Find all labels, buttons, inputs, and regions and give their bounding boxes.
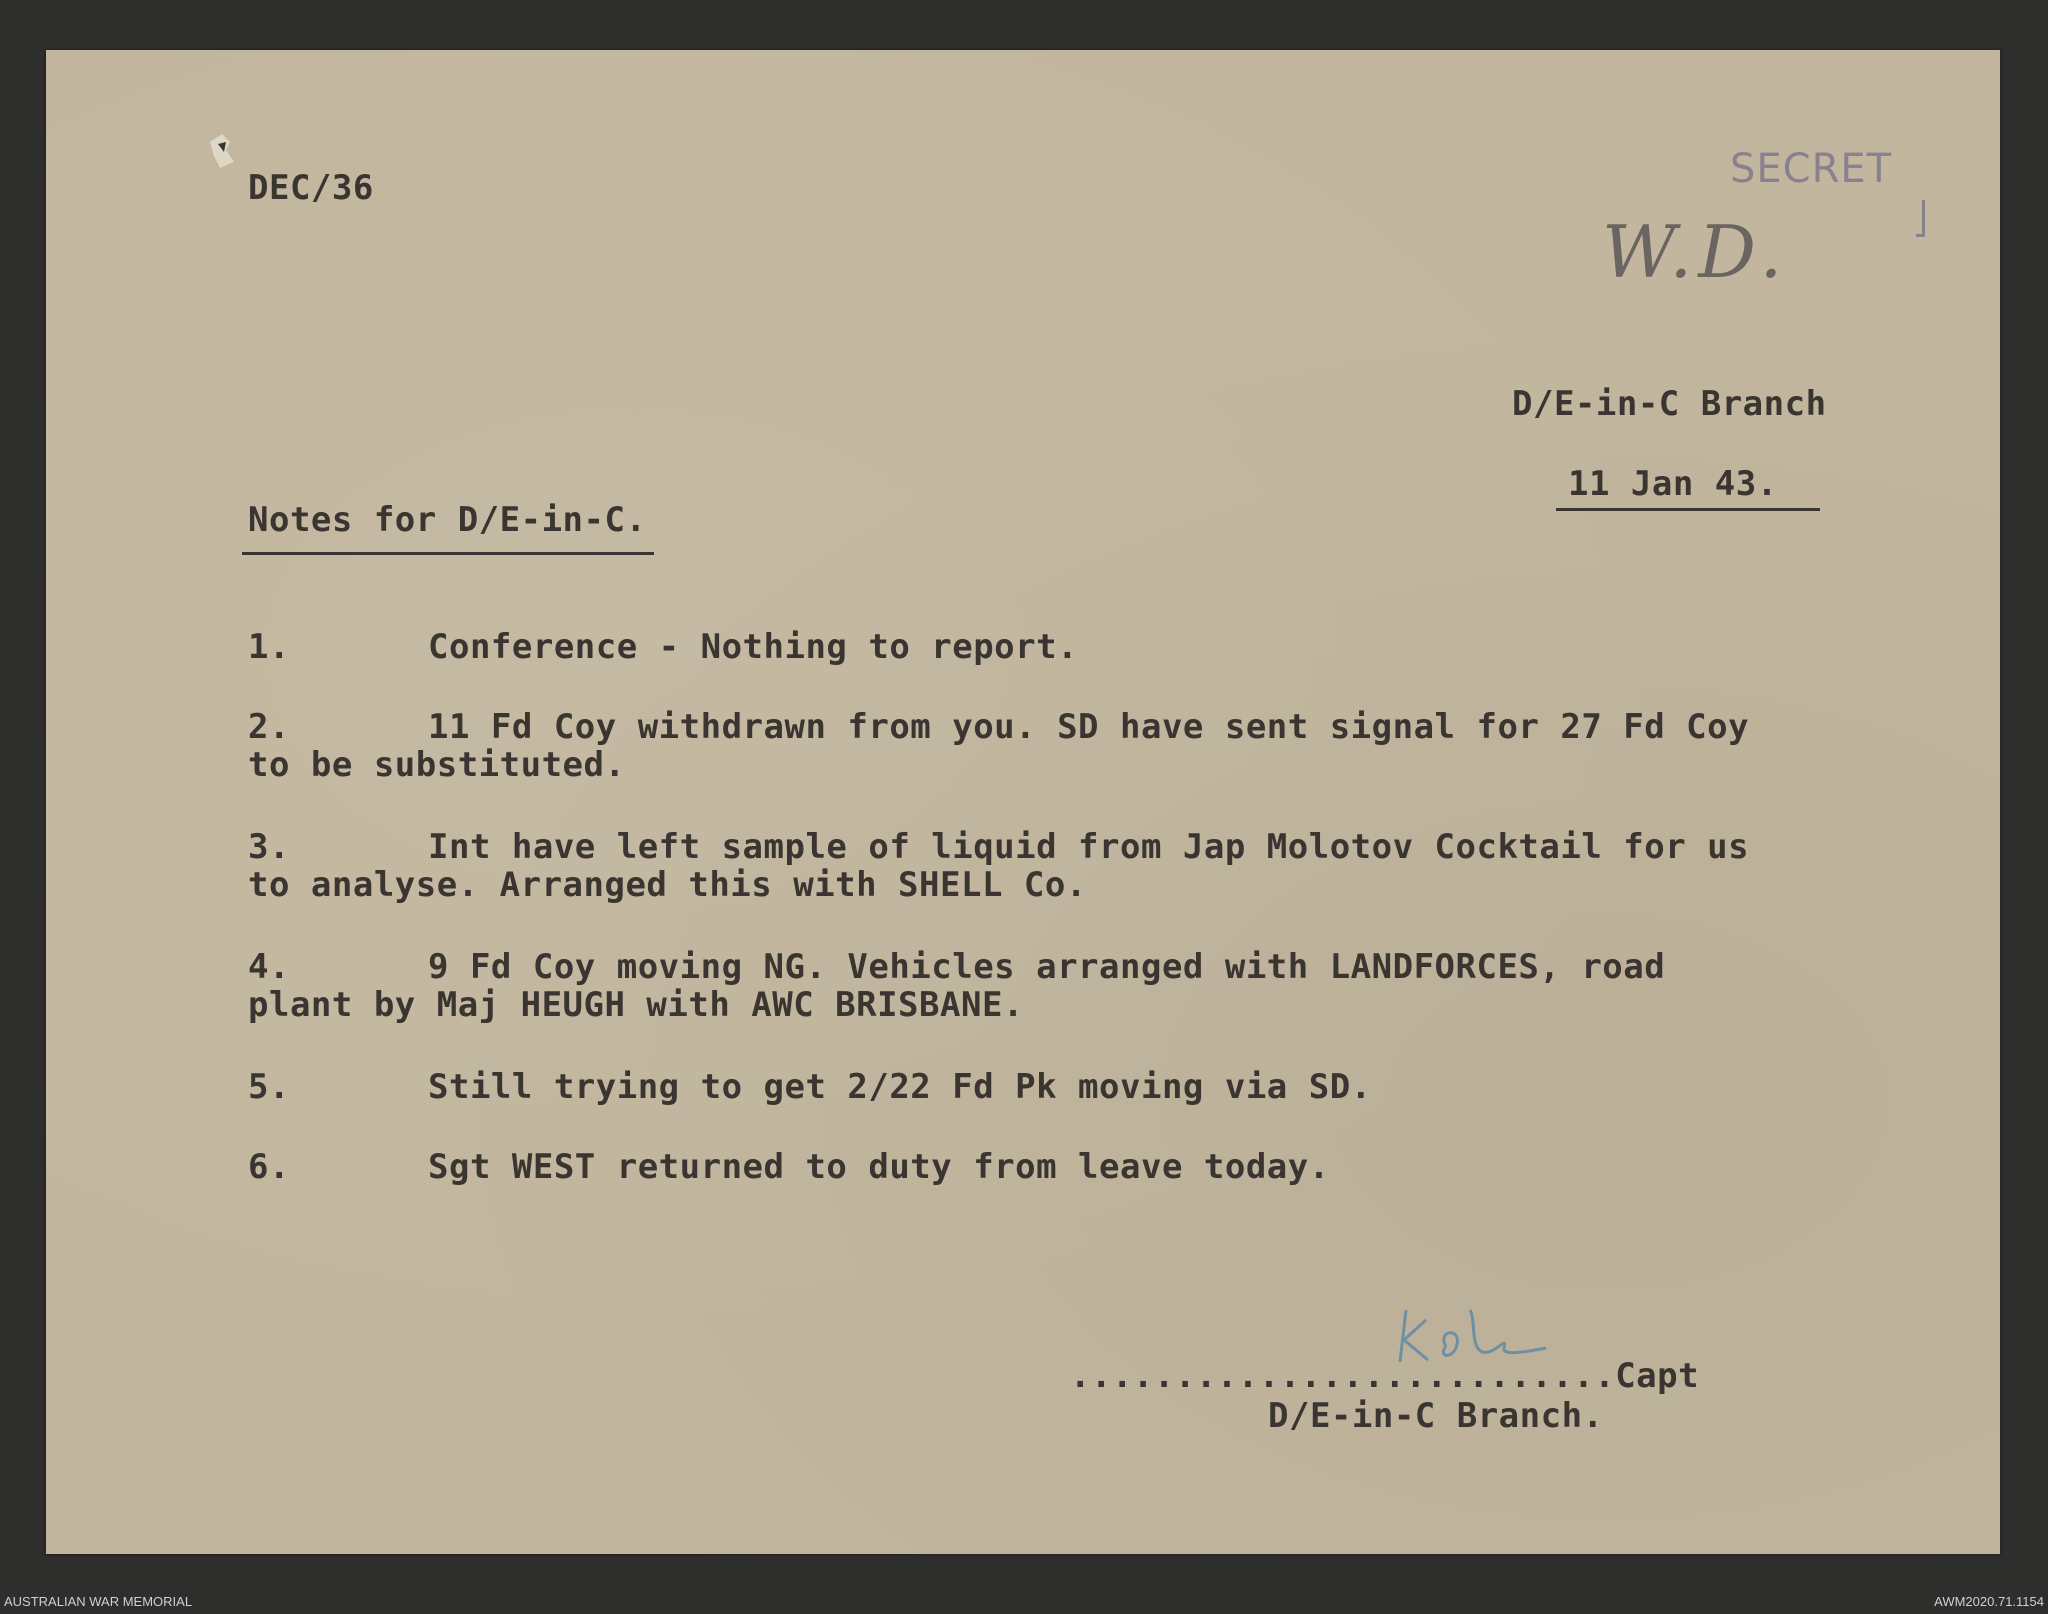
note-item-5 bbox=[248, 1068, 1808, 1106]
note-text-continued: to analyse. Arranged this with SHELL Co. bbox=[248, 865, 1087, 905]
signature-branch: D/E-in-C Branch. bbox=[1268, 1396, 1604, 1436]
note-number: 5. bbox=[248, 1067, 290, 1107]
document-heading: Notes for D/E-in-C. bbox=[248, 500, 647, 540]
branch-header: D/E-in-C Branch bbox=[1512, 384, 1827, 424]
note-item-3 bbox=[248, 828, 1808, 904]
signature-line: ..........................Capt bbox=[1070, 1356, 1700, 1396]
note-item-1 bbox=[248, 628, 1808, 666]
punch-hole-mark bbox=[200, 122, 250, 182]
note-number: 1. bbox=[248, 627, 290, 667]
note-number: 2. bbox=[248, 707, 290, 747]
handwritten-wd: W.D. bbox=[1602, 210, 1789, 294]
note-text-continued: plant by Maj HEUGH with AWC BRISBANE. bbox=[248, 985, 1024, 1025]
note-number: 3. bbox=[248, 827, 290, 867]
note-item-6 bbox=[248, 1148, 1808, 1186]
document-date: 11 Jan 43. bbox=[1568, 464, 1778, 504]
document-reference: DEC/36 bbox=[248, 168, 374, 208]
note-text-continued: to be substituted. bbox=[248, 745, 626, 785]
note-text: Sgt WEST returned to duty from leave today. bbox=[428, 1147, 1330, 1187]
document-sheet bbox=[46, 50, 2000, 1554]
archive-caption-left: AUSTRALIAN WAR MEMORIAL bbox=[4, 1594, 193, 1609]
note-text: Int have left sample of liquid from Jap Molotov Cocktail for us bbox=[428, 827, 1750, 867]
archive-caption-right: AWM2020.71.1154 bbox=[1934, 1594, 2044, 1609]
note-item-4 bbox=[248, 948, 1808, 1024]
note-number: 4. bbox=[248, 947, 290, 987]
heading-underline bbox=[242, 552, 654, 555]
note-text: 11 Fd Coy withdrawn from you. SD have sent signal for 27 Fd Coy bbox=[428, 707, 1750, 747]
date-underline bbox=[1556, 508, 1820, 511]
note-text: Still trying to get 2/22 Fd Pk moving via SD. bbox=[428, 1067, 1372, 1107]
stamp-bracket bbox=[1916, 200, 1925, 237]
secret-stamp: SECRET bbox=[1730, 146, 1893, 192]
note-item-2 bbox=[248, 708, 1808, 784]
note-text: Conference - Nothing to report. bbox=[428, 627, 1079, 667]
note-text: 9 Fd Coy moving NG. Vehicles arranged with LANDFORCES, road bbox=[428, 947, 1666, 987]
note-number: 6. bbox=[248, 1147, 290, 1187]
